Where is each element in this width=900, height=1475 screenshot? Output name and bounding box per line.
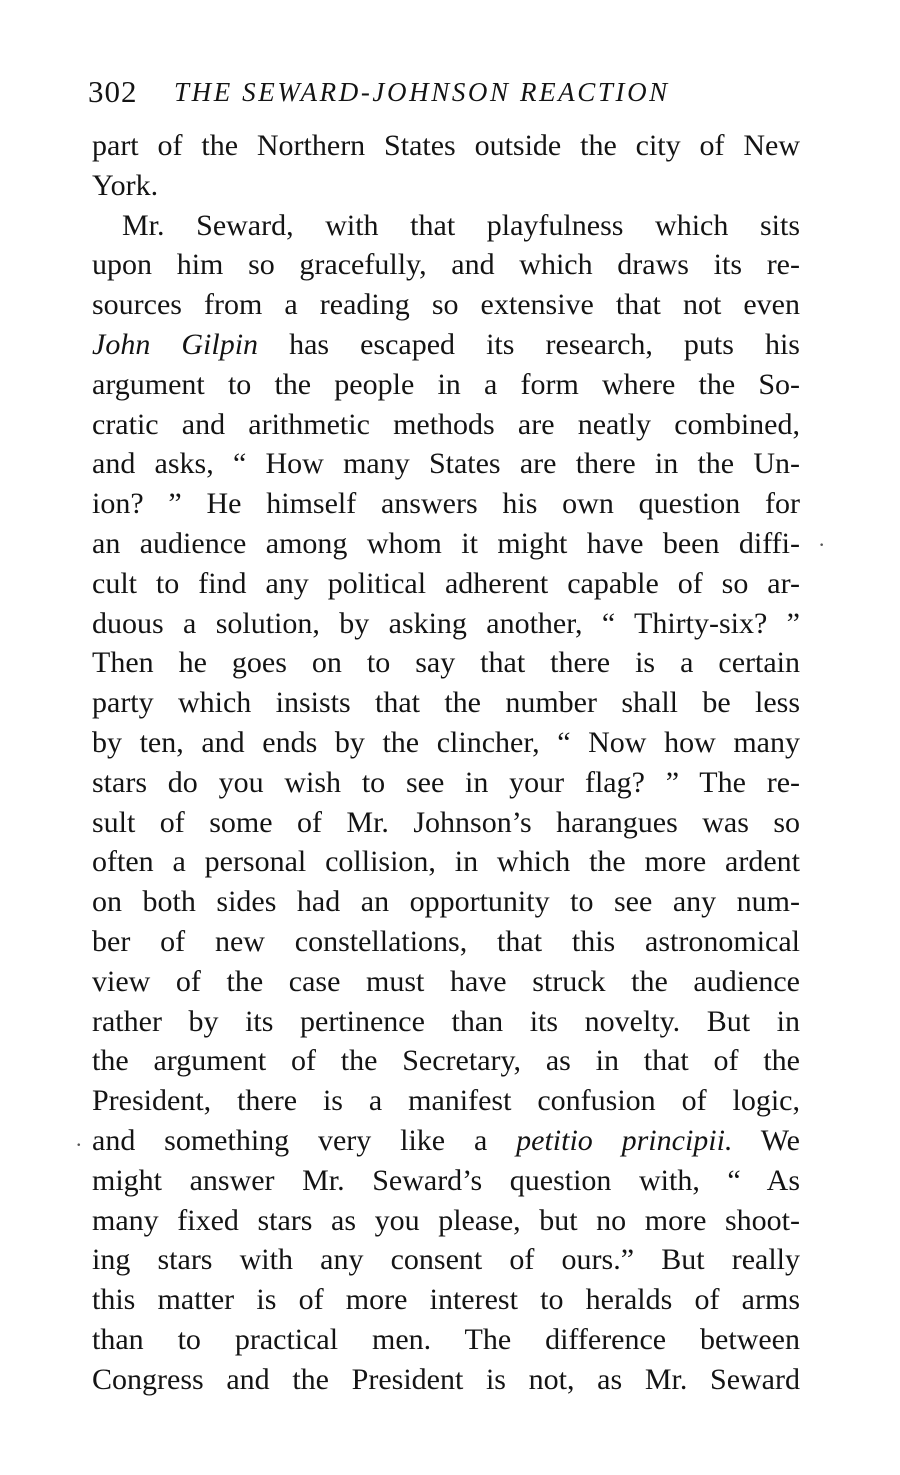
text-line: York. [92, 168, 159, 202]
text-line: part of the Northern States outside the city of New [92, 129, 800, 162]
running-title: THE SEWARD-JOHNSON REACTION [174, 77, 670, 107]
page-number: 302 [88, 74, 138, 109]
text-segment: We [732, 1123, 800, 1157]
text-line: by ten, and ends by the clincher, “ Now how many [92, 725, 800, 759]
text-line: might answer Mr. Seward’s question with, “ As [92, 1163, 800, 1197]
text-line [92, 1121, 800, 1161]
text-segment: and something very like a [92, 1123, 517, 1157]
text-line: stars do you wish to see in your flag? ” The re- [92, 765, 800, 799]
text-line: party which insists that the number shall be less [92, 686, 800, 720]
text-line: upon him so gracefully, and which draws its re- [92, 248, 800, 282]
text-line: ber of new constellations, that this astronomical [92, 924, 800, 958]
text-line: view of the case must have struck the audience [92, 964, 800, 998]
text-line: President, there is a manifest confusion of logic, [92, 1084, 800, 1118]
text-line: many fixed stars as you please, but no more shoot- [92, 1203, 800, 1237]
text-line: cratic and arithmetic methods are neatly combined, [92, 407, 800, 441]
italic-phrase: petitio principii. [516, 1123, 733, 1157]
text-line: on both sides had an opportunity to see any num- [92, 885, 800, 919]
text-line: Congress and the President is not, as Mr. Seward [92, 1362, 800, 1396]
body-text [92, 126, 800, 1400]
running-head [88, 70, 808, 114]
text-line: cult to find any political adherent capable of so ar- [92, 566, 800, 600]
text-line: sult of some of Mr. Johnson’s harangues was so [92, 805, 800, 839]
text-line: rather by its pertinence than its novelty. But in [92, 1004, 800, 1038]
text-line: and asks, “ How many States are there in the Un- [92, 447, 800, 481]
text-line: this matter is of more interest to heralds of arms [92, 1283, 800, 1317]
text-line: duous a solution, by asking another, “ Thirty-six? ” [92, 606, 800, 640]
text-line: an audience among whom it might have been diffi- [92, 526, 800, 560]
text-line [92, 325, 800, 365]
text-line: than to practical men. The difference between [92, 1322, 800, 1356]
text-line: ing stars with any consent of ours.” But really [92, 1243, 800, 1277]
text-line: Then he goes on to say that there is a certain [92, 646, 800, 680]
text-line: sources from a reading so extensive that not even [92, 288, 800, 322]
text-line: the argument of the Secretary, as in that of the [92, 1044, 800, 1078]
italic-title: John Gilpin [92, 327, 259, 361]
margin-mark: . [76, 1126, 82, 1151]
text-line: often a personal collision, in which the more ardent [92, 845, 800, 879]
text-line: Mr. Seward, with that playfulness which sits [122, 208, 800, 242]
text-line: argument to the people in a form where the So- [92, 367, 800, 401]
text-segment: has escaped its research, puts his [258, 327, 800, 361]
margin-mark: · [818, 532, 826, 557]
text-line: ion? ” He himself answers his own question for [92, 487, 800, 521]
